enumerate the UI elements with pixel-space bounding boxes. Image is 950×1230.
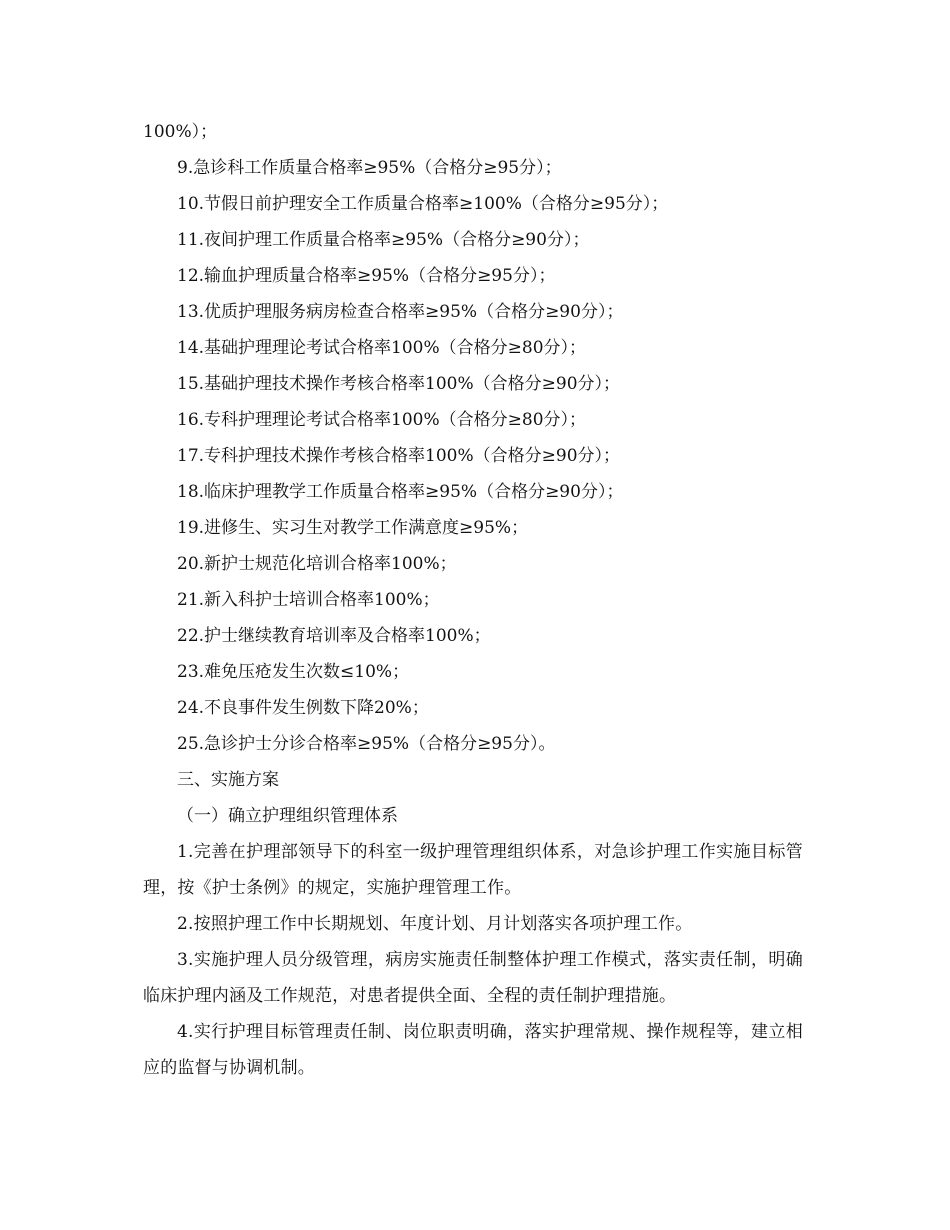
list-item: 10.节假日前护理安全工作质量合格率≥100%（合格分≥95分）； (177, 194, 669, 214)
list-item: 12.输血护理质量合格率≥95%（合格分≥95分）； (177, 266, 556, 286)
list-item: 15.基础护理技术操作考核合格率100%（合格分≥90分）； (177, 374, 621, 394)
list-item: 17.专科护理技术操作考核合格率100%（合格分≥90分）； (177, 446, 621, 466)
list-item: 22.护士继续教育培训率及合格率100%； (177, 626, 491, 646)
continuation-line: 100%）； (143, 122, 218, 142)
list-item: 23.难免压疮发生次数≤10%； (177, 662, 410, 682)
paragraph: 4.实行护理目标管理责任制、岗位职责明确，落实护理常规、操作规程等，建立相应的监督与协调机制。 (143, 1022, 803, 1078)
paragraph: 2.按照护理工作中长期规划、年度计划、月计划落实各项护理工作。 (177, 914, 693, 934)
document-body (143, 114, 803, 1086)
list-item: 16.专科护理理论考试合格率100%（合格分≥80分）； (177, 410, 587, 430)
list-item: 11.夜间护理工作质量合格率≥95%（合格分≥90分）； (177, 230, 590, 250)
list-item: 19.进修生、实习生对教学工作满意度≥95%； (177, 518, 529, 538)
list-item: 24.不良事件发生例数下降20%； (177, 698, 429, 718)
list-item: 13.优质护理服务病房检查合格率≥95%（合格分≥90分）； (177, 302, 624, 322)
list-item: 21.新入科护士培训合格率100%； (177, 590, 440, 610)
list-item: 18.临床护理教学工作质量合格率≥95%（合格分≥90分）； (177, 482, 624, 502)
section-heading: 三、实施方案 (177, 770, 279, 790)
list-item: 25.急诊护士分诊合格率≥95%（合格分≥95分）。 (177, 734, 556, 754)
paragraph: 3.实施护理人员分级管理，病房实施责任制整体护理工作模式，落实责任制，明确临床护理内涵及工作规范，对患者提供全面、全程的责任制护理措施。 (143, 950, 803, 1006)
list-item: 20.新护士规范化培训合格率100%； (177, 554, 457, 574)
paragraph: 1.完善在护理部领导下的科室一级护理管理组织体系，对急诊护理工作实施目标管理，按《护士条例》的规定，实施护理管理工作。 (143, 842, 803, 898)
list-item: 14.基础护理理论考试合格率100%（合格分≥80分）； (177, 338, 587, 358)
list-item: 9.急诊科工作质量合格率≥95%（合格分≥95分）； (177, 158, 562, 178)
subsection-heading: （一）确立护理组织管理体系 (177, 806, 398, 826)
